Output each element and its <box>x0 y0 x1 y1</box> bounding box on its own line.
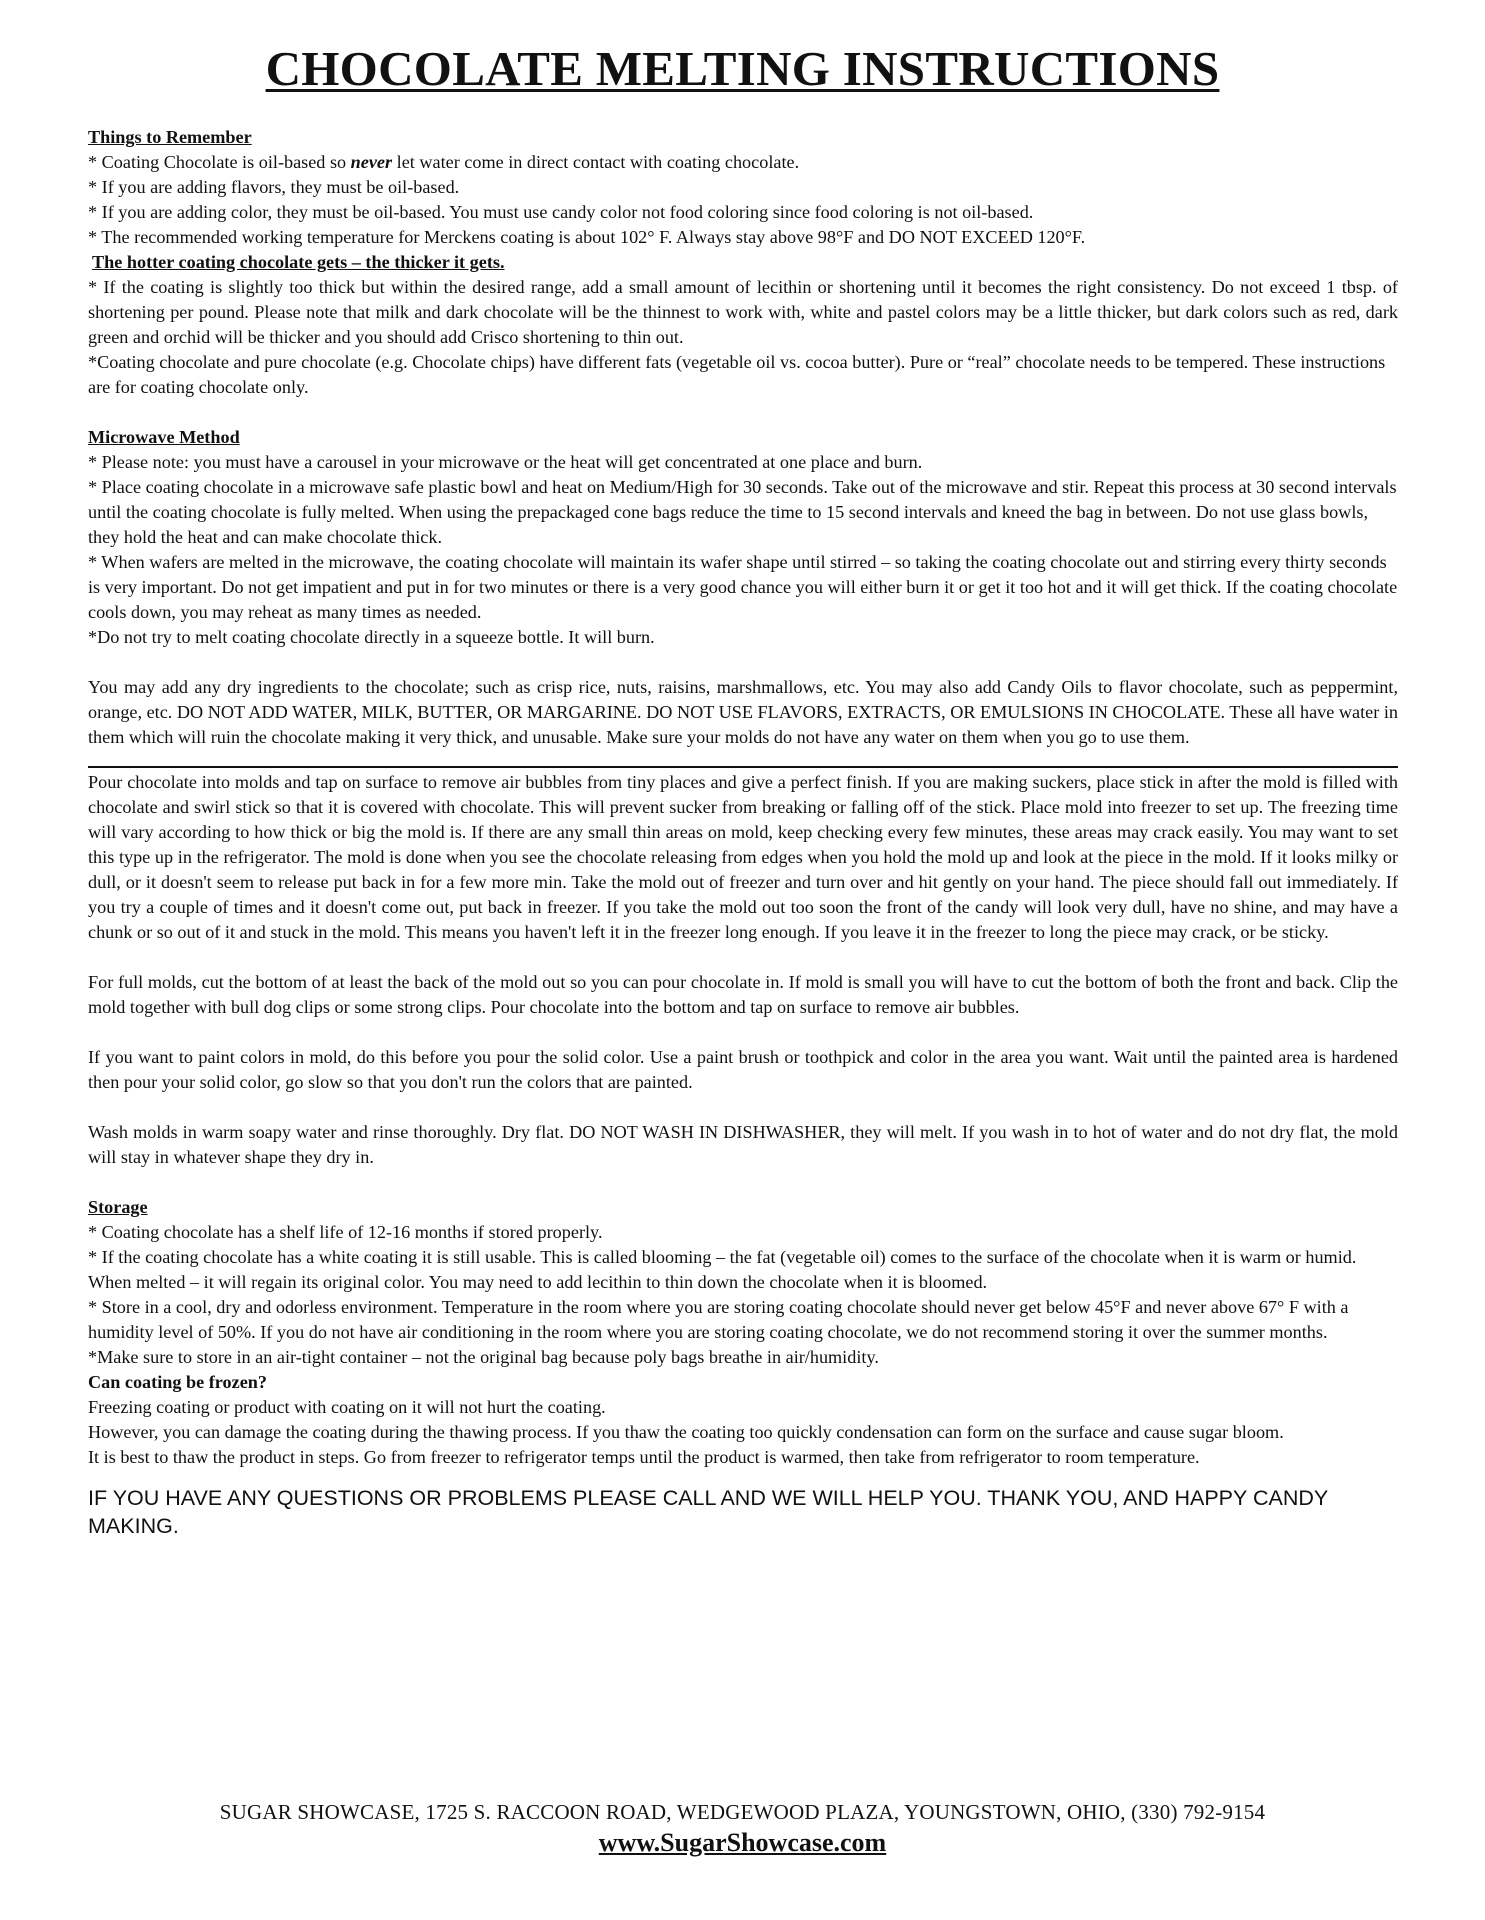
microwave-bullet-4: *Do not try to melt coating chocolate directly in a squeeze bottle. It will burn. <box>88 627 655 647</box>
footer-address: SUGAR SHOWCASE, 1725 S. RACCOON ROAD, WEDGEWOOD PLAZA, YOUNGSTOWN, OHIO, (330) 792-9154 <box>219 1800 1266 1824</box>
molds-paragraph-3: If you want to paint colors in mold, do this before you pour the solid color. Use a paint brush or toothpick and color in the area you want. Wait until the painted area is hardened then pour your solid color, go slow so that you don't run the colors that are painted. <box>88 1047 1398 1092</box>
storage-heading: Storage <box>88 1197 148 1217</box>
remember-bullet-3: * If you are adding color, they must be oil-based. You must use candy color not food coloring since food coloring is not oil-based. <box>88 202 1034 222</box>
microwave-bullet-1: * Please note: you must have a carousel in your microwave or the heat will get concentrated at one place and burn. <box>88 452 923 472</box>
things-to-remember-heading: Things to Remember <box>88 127 252 147</box>
spacer <box>88 1020 1398 1045</box>
molds-section <box>88 770 1398 1170</box>
molds-paragraph-2: For full molds, cut the bottom of at least the back of the mold out so you can pour chocolate in. If mold is small you will have to cut the bottom of both the front and back. Clip the mold together with bull dog clips or some strong clips. Pour chocolate into the bottom and tap on surface to remove air bubbles. <box>88 972 1398 1017</box>
spacer <box>88 400 1398 425</box>
footer-website-link[interactable]: www.SugarShowcase.com <box>598 1828 887 1857</box>
section-divider <box>88 766 1398 768</box>
remember-bullet-1 <box>88 150 1398 175</box>
page-title: CHOCOLATE MELTING INSTRUCTIONS <box>265 41 1220 96</box>
storage-bullet-2: * If the coating chocolate has a white coating it is still usable. This is called blooming – the fat (vegetable oil) comes to the surface of the chocolate when it is warm or humid. When melted – it will regain its original color. You may need to add lecithin to thin down the chocolate when it is bloomed. <box>88 1247 1357 1292</box>
emphasis-never: never <box>350 152 393 172</box>
frozen-line-1: Freezing coating or product with coating on it will not hurt the coating. <box>88 1397 606 1417</box>
remember-bullet-4: * The recommended working temperature for Merckens coating is about 102° F. Always stay above 98°F and DO NOT EXCEED 120°F. <box>88 227 1086 247</box>
dry-ingredients-paragraph: You may add any dry ingredients to the chocolate; such as crisp rice, nuts, raisins, marshmallows, etc. You may also add Candy Oils to flavor chocolate, such as peppermint, orange, etc. DO NOT ADD WATER, MILK, BUTTER, OR MARGARINE. DO NOT USE FLAVORS, EXTRACTS, OR EMULSIONS IN CHOCOLATE. These all have water in them which will ruin the chocolate making it very thick, and unusable. Make sure your molds do not have any water on them when you go to use them. <box>88 677 1398 747</box>
spacer <box>88 1170 1398 1195</box>
storage-bullet-3: * Store in a cool, dry and odorless environment. Temperature in the room where you are storing coating chocolate should never get below 45°F and never above 67° F with a humidity level of 50%. If you do not have air conditioning in the room where you are storing coating chocolate, we do not recommend storing it over the summer months. <box>88 1297 1349 1342</box>
things-to-remember-section <box>88 125 1398 400</box>
frozen-heading: Can coating be frozen? <box>88 1372 267 1392</box>
storage-bullet-1: * Coating chocolate has a shelf life of 12-16 months if stored properly. <box>88 1222 603 1242</box>
spacer <box>88 1095 1398 1120</box>
storage-section <box>88 1195 1398 1470</box>
frozen-line-2: However, you can damage the coating during the thawing process. If you thaw the coating too quickly condensation can form on the surface and cause sugar bloom. <box>88 1422 1284 1442</box>
spacer <box>88 650 1398 675</box>
remember-bullet-6: *Coating chocolate and pure chocolate (e.g. Chocolate chips) have different fats (vegetable oil vs. cocoa butter). Pure or “real” chocolate needs to be tempered. These instructions are for coating chocolate only. <box>88 352 1386 397</box>
remember-bullet-1-end: let water come in direct contact with coating chocolate. <box>392 152 800 172</box>
thicker-subheading: The hotter coating chocolate gets – the thicker it gets. <box>92 252 505 272</box>
document-body <box>88 125 1398 1540</box>
storage-bullet-4: *Make sure to store in an air-tight container – not the original bag because poly bags breathe in air/humidity. <box>88 1347 879 1367</box>
closing-message: IF YOU HAVE ANY QUESTIONS OR PROBLEMS PLEASE CALL AND WE WILL HELP YOU. THANK YOU, AND HAPPY CANDY MAKING. <box>88 1486 1328 1538</box>
microwave-method-section <box>88 425 1398 650</box>
molds-paragraph-4: Wash molds in warm soapy water and rinse thoroughly. Dry flat. DO NOT WASH IN DISHWASHER, they will melt. If you wash in to hot of water and do not dry flat, the mold will stay in whatever shape they dry in. <box>88 1122 1398 1167</box>
microwave-bullet-2: * Place coating chocolate in a microwave safe plastic bowl and heat on Medium/High for 30 seconds. Take out of the microwave and stir. Repeat this process at 30 second intervals until the coating chocolate is fully melted. When using the prepackaged cone bags reduce the time to 15 second intervals and kneed the bag in between. Do not use glass bowls, they hold the heat and can make chocolate thick. <box>88 477 1397 547</box>
remember-bullet-1-start: * Coating Chocolate is oil-based so <box>88 152 351 172</box>
microwave-bullet-3: * When wafers are melted in the microwave, the coating chocolate will maintain its wafer shape until stirred – so taking the coating chocolate out and stirring every thirty seconds is very important. Do not get impatient and put in for two minutes or there is a very good chance you will either burn it or get it too hot and it will get thick. If the coating chocolate cools down, you may reheat as many times as needed. <box>88 552 1398 622</box>
remember-bullet-2: * If you are adding flavors, they must be oil-based. <box>88 177 460 197</box>
spacer <box>88 945 1398 970</box>
remember-bullet-5: * If the coating is slightly too thick but within the desired range, add a small amount of lecithin or shortening until it becomes the right consistency. Do not exceed 1 tbsp. of shortening per pound. Please note that milk and dark chocolate will be the thinnest to work with, white and pastel colors may be a little thicker, but dark colors such as red, dark green and orchid will be thicker and you should add Crisco shortening to thin out. <box>88 277 1398 347</box>
molds-paragraph-1: Pour chocolate into molds and tap on surface to remove air bubbles from tiny places and give a perfect finish. If you are making suckers, place stick in after the mold is filled with chocolate and swirl stick so that it is covered with chocolate. This will prevent sucker from breaking or falling off of the stick. Place mold into freezer to set up. The freezing time will vary according to how thick or big the mold is. If there are any small thin areas on mold, keep checking every few minutes, these areas may crack easily. You may want to set this type up in the refrigerator. The mold is done when you see the chocolate releasing from edges when you hold the mold up and look at the piece in the mold. If it looks milky or dull, or it doesn't seem to release put back in for a few more min. Take the mold out of freezer and turn over and hit gently on your hand. The piece should fall out immediately. If you try a couple of times and it doesn't come out, put back in freezer. If you take the mold out too soon the front of the candy will look very dull, have no shine, and may have a chunk or so out of it and stuck in the mold. This means you haven't left it in the freezer long enough. If you leave it in the freezer to long the piece may crack, or be sticky. <box>88 772 1398 942</box>
frozen-line-3: It is best to thaw the product in steps. Go from freezer to refrigerator temps until the product is warmed, then take from refrigerator to room temperature. <box>88 1447 1200 1467</box>
microwave-method-heading: Microwave Method <box>88 427 240 447</box>
